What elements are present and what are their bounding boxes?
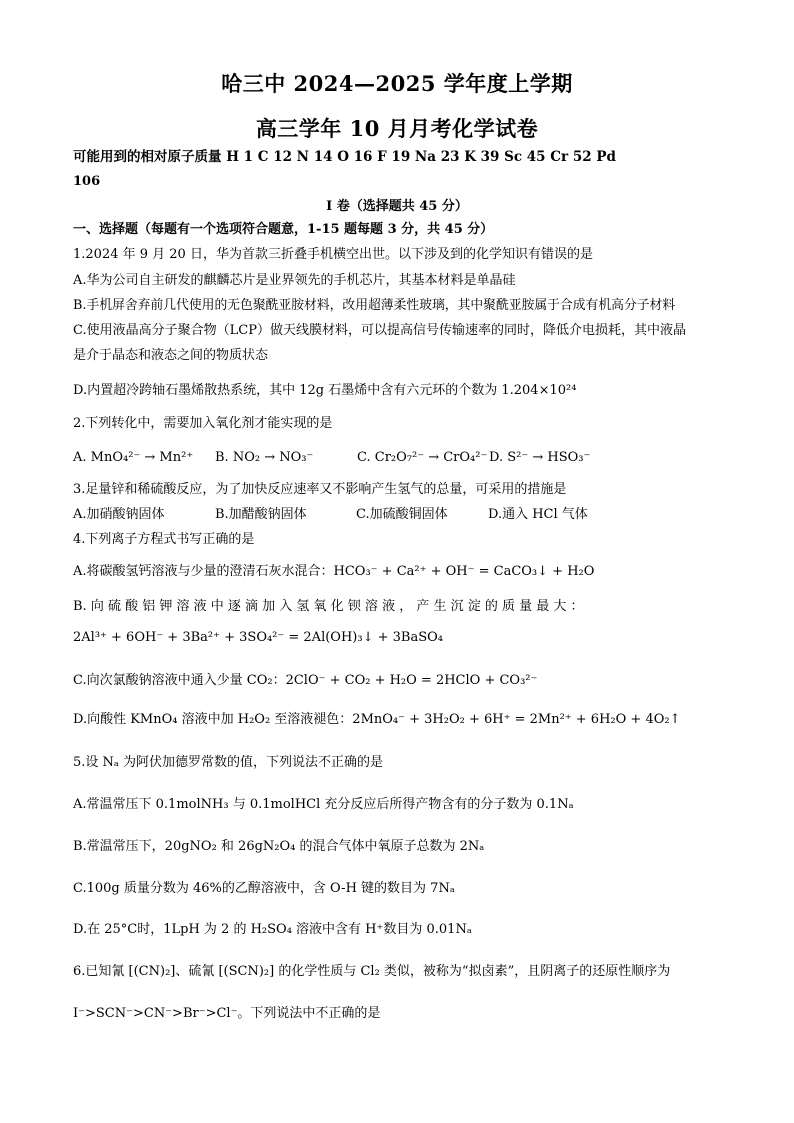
q3-option-c: C.加硫酸铜固体 bbox=[356, 507, 448, 522]
q2-option-c: C. Cr₂O₇²⁻ → CrO₄²⁻ bbox=[357, 450, 488, 465]
q2-option-d: D. S²⁻ → HSO₃⁻ bbox=[489, 450, 591, 465]
q4-option-b-line1: B. 向 硫 酸 铝 钾 溶 液 中 逐 滴 加 入 氢 氧 化 钡 溶 液 ， 产 生 沉 淀 的 质 量 最 大 ： bbox=[73, 599, 584, 614]
q1-option-a: A.华为公司自主研发的麒麟芯片是业界领先的手机芯片，其基本材料是单晶硅 bbox=[73, 273, 516, 288]
section-heading: I 卷（选择题共 45 分） bbox=[326, 199, 468, 214]
exam-title: 哈三中 2024—2025 学年度上学期 bbox=[221, 71, 573, 96]
q1-stem: 1.2024 年 9 月 20 日，华为首款三折叠手机横空出世。以下涉及到的化学知识有错误的是 bbox=[73, 247, 593, 262]
q6-stem-line1: 6.已知氰 [(CN)₂]、硫氰 [(SCN)₂] 的化学性质与 Cl₂ 类似，被称为“拟卤素”，且阴离子的还原性顺序为 bbox=[73, 964, 671, 979]
atomic-masses-line1: 可能用到的相对原子质量 H 1 C 12 N 14 O 16 F 19 Na 23 K 39 Sc 45 Cr 52 Pd bbox=[73, 149, 616, 165]
q3-stem: 3.足量锌和稀硫酸反应，为了加快反应速率又不影响产生氢气的总量，可采用的措施是 bbox=[73, 482, 567, 497]
q1-option-b: B.手机屏舍弃前几代使用的无色聚酰亚胺材料，改用超薄柔性玻璃，其中聚酰亚胺属于合成有机高分子材料 bbox=[73, 298, 676, 313]
q5-option-b: B.常温常压下，20gNO₂ 和 26gN₂O₄ 的混合气体中氧原子总数为 2Nₐ bbox=[73, 839, 485, 854]
q3-options bbox=[73, 506, 588, 524]
q1-option-c-line1: C.使用液晶高分子聚合物（LCP）做天线膜材料，可以提高信号传输速率的同时，降低介电损耗，其中液晶 bbox=[73, 323, 686, 338]
q2-option-a: A. MnO₄²⁻ → Mn²⁺ bbox=[73, 450, 194, 465]
q4-stem: 4.下列离子方程式书写正确的是 bbox=[73, 532, 255, 547]
q5-option-d: D.在 25°C时，1LpH 为 2 的 H₂SO₄ 溶液中含有 H⁺数目为 0.01Nₐ bbox=[73, 922, 472, 937]
q2-stem: 2.下列转化中，需要加入氧化剂才能实现的是 bbox=[73, 416, 333, 431]
part-heading: 一、选择题（每题有一个选项符合题意，1-15 题每题 3 分，共 45 分） bbox=[73, 222, 494, 237]
q4-option-d: D.向酸性 KMnO₄ 溶液中加 H₂O₂ 至溶液褪色：2MnO₄⁻ + 3H₂O₂ + 6H⁺ = 2Mn²⁺ + 6H₂O + 4O₂↑ bbox=[73, 712, 681, 727]
q2-options bbox=[73, 449, 590, 467]
exam-subtitle: 高三学年 10 月月考化学试卷 bbox=[255, 116, 539, 141]
q4-option-a: A.将碳酸氢钙溶液与少量的澄清石灰水混合：HCO₃⁻ + Ca²⁺ + OH⁻ = CaCO₃↓ + H₂O bbox=[73, 564, 595, 579]
q3-option-d: D.通入 HCl 气体 bbox=[488, 507, 588, 522]
q5-option-a: A.常温常压下 0.1molNH₃ 与 0.1molHCl 充分反应后所得产物含有的分子数为 0.1Nₐ bbox=[73, 797, 574, 812]
q5-option-c: C.100g 质量分数为 46%的乙醇溶液中，含 O-H 键的数目为 7Nₐ bbox=[73, 881, 455, 896]
q4-option-c: C.向次氯酸钠溶液中通入少量 CO₂：2ClO⁻ + CO₂ + H₂O = 2HClO + CO₃²⁻ bbox=[73, 673, 538, 688]
q3-option-b: B.加醋酸钠固体 bbox=[215, 507, 307, 522]
q2-option-b: B. NO₂ → NO₃⁻ bbox=[215, 450, 314, 465]
q1-option-c-line2: 是介于晶态和液态之间的物质状态 bbox=[73, 348, 269, 363]
q4-option-b-line2: 2Al³⁺ + 6OH⁻ + 3Ba²⁺ + 3SO₄²⁻ = 2Al(OH)₃↓ + 3BaSO₄ bbox=[73, 630, 443, 645]
q6-stem-line2: I⁻>SCN⁻>CN⁻>Br⁻>Cl⁻。下列说法中不正确的是 bbox=[73, 1006, 381, 1021]
q1-option-d: D.内置超冷跨轴石墨烯散热系统，其中 12g 石墨烯中含有六元环的个数为 1.204×10²⁴ bbox=[73, 383, 577, 398]
q3-option-a: A.加硝酸钠固体 bbox=[73, 507, 165, 522]
q5-stem: 5.设 Nₐ 为阿伏加德罗常数的值，下列说法不正确的是 bbox=[73, 755, 384, 770]
atomic-masses-line2: 106 bbox=[73, 174, 101, 189]
